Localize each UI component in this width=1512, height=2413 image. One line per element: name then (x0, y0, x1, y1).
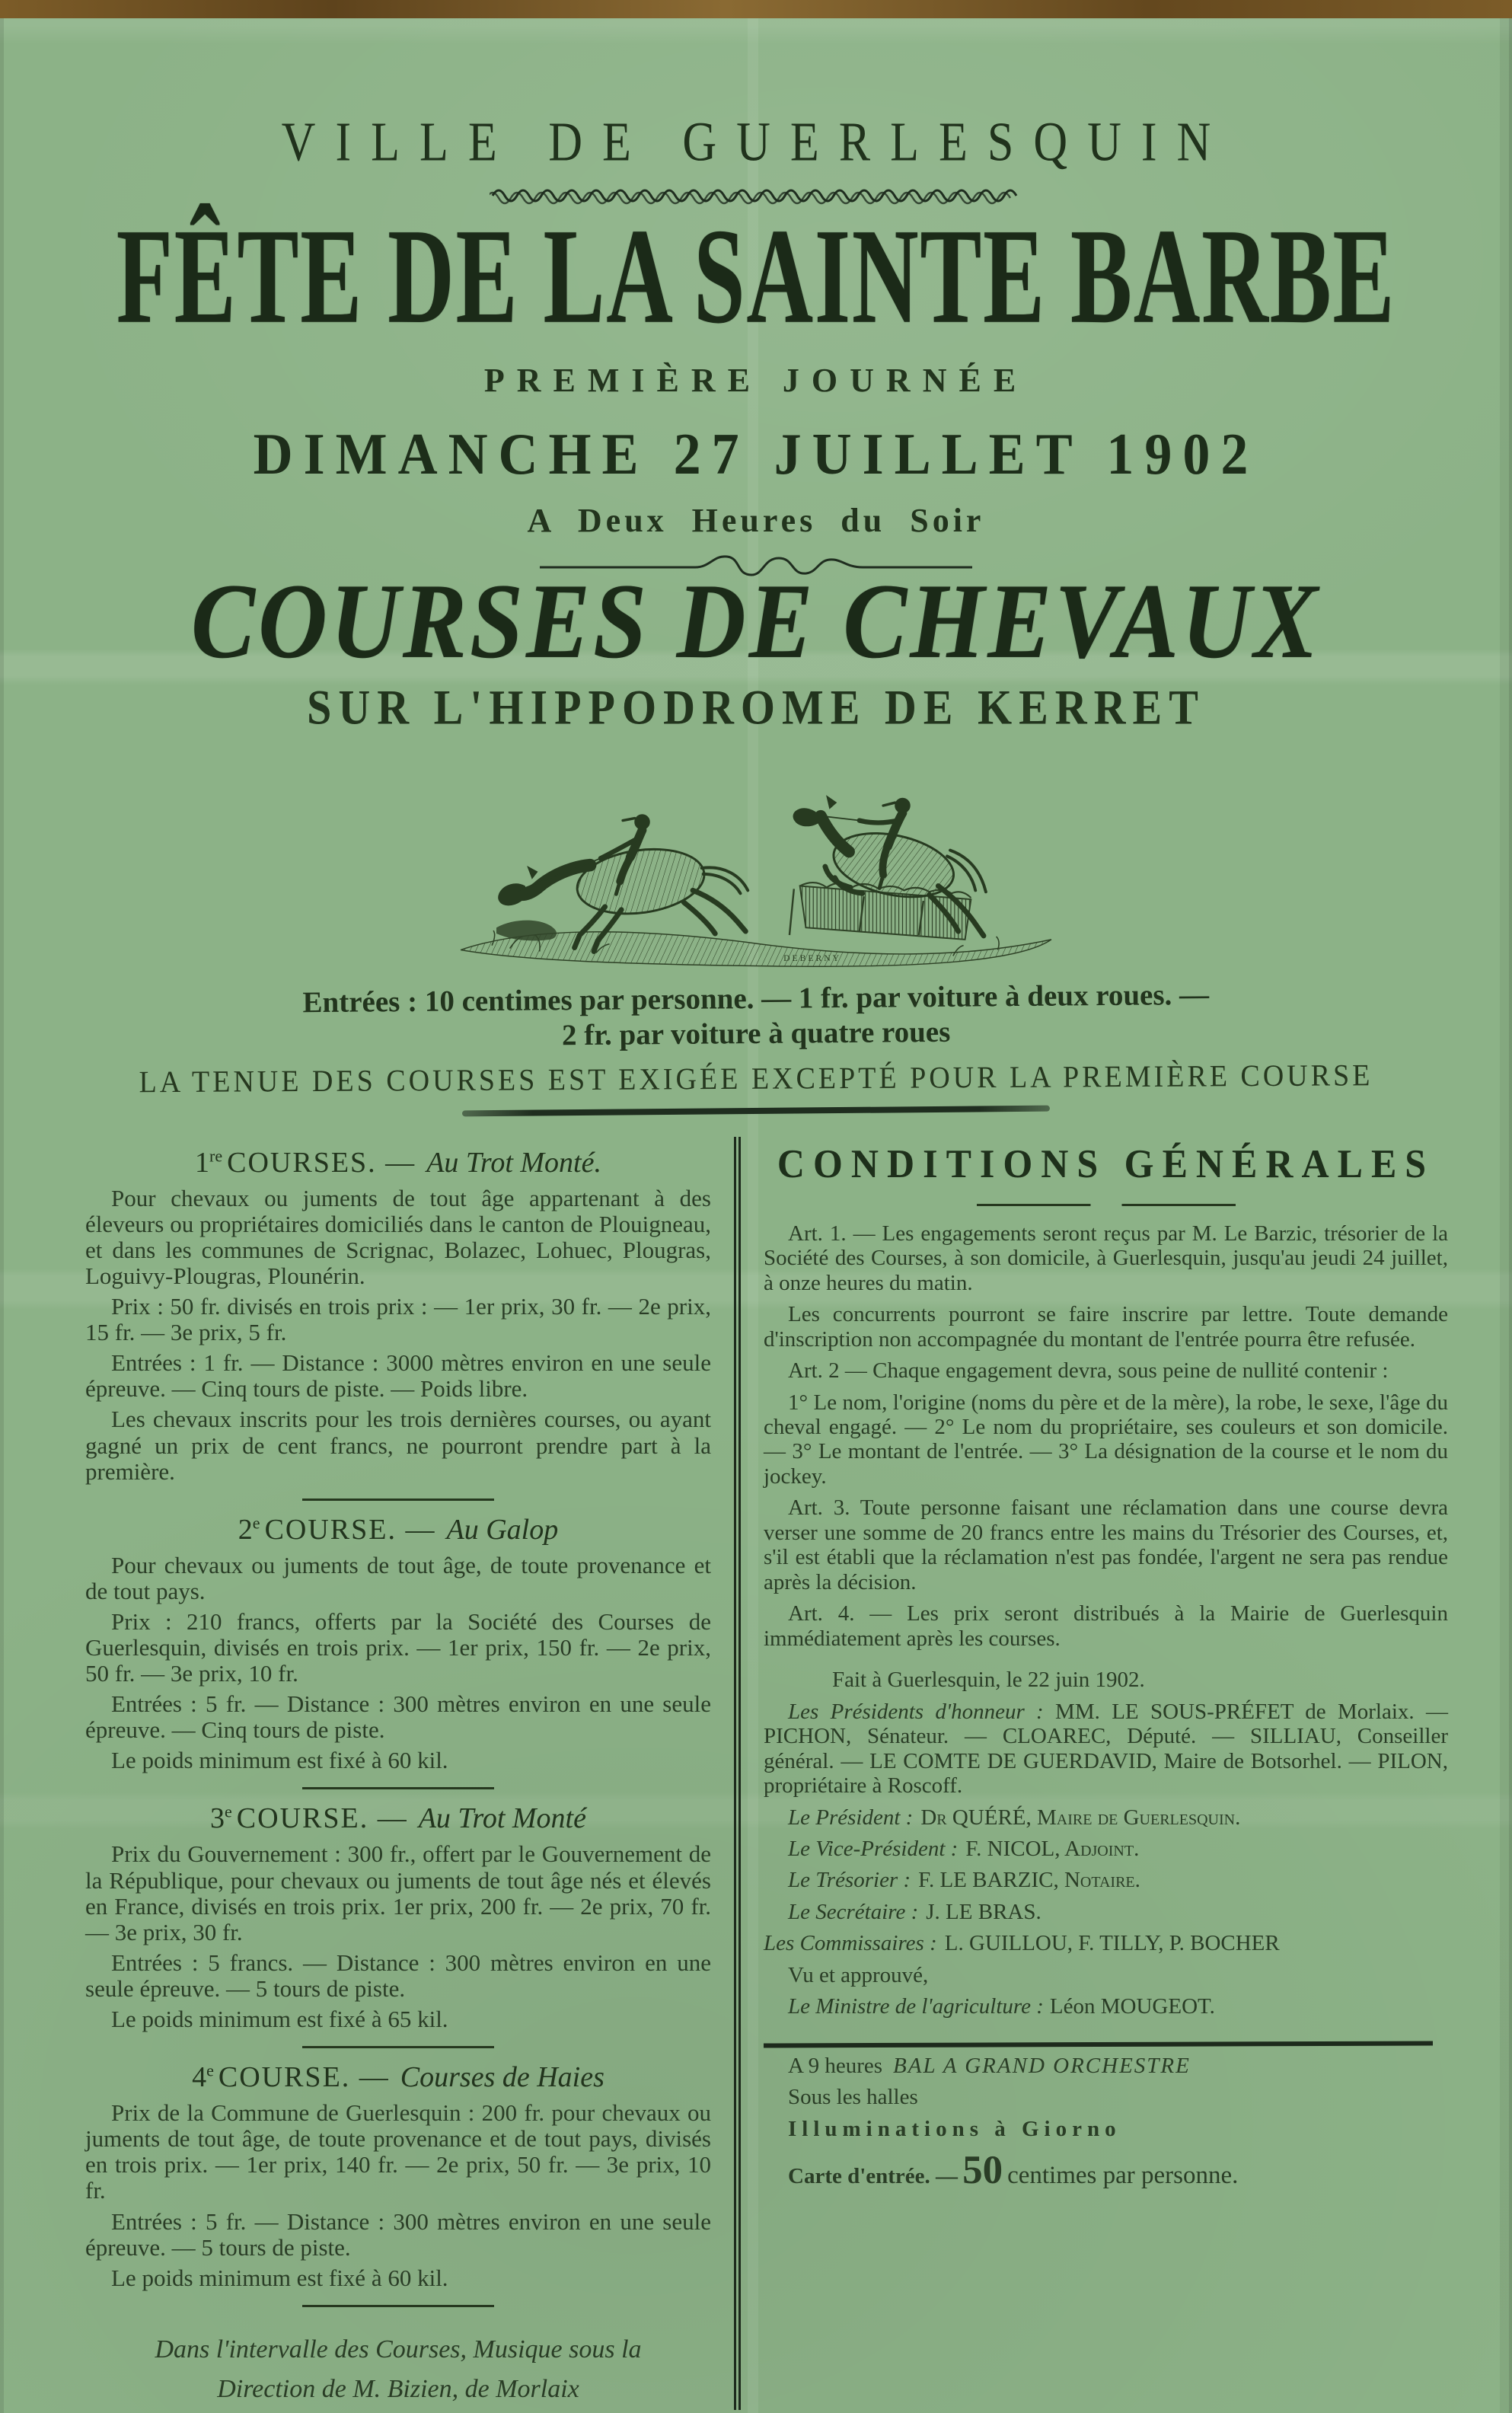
course-number-suffix: e (206, 2060, 214, 2080)
course-paragraph: Prix du Gouvernement : 300 fr., offert par le Gouvernement de la République, pour chevaux ou juments de tout âge nés et élevés en France, divisés en trois prix. 1er prix, 200 fr. — 2e prix, 70 fr. — 3e prix, 30 fr. (85, 1840, 711, 1945)
course-number-suffix: e (225, 1802, 232, 1821)
course-number: 3 (210, 1802, 225, 1835)
course-number: 1 (195, 1146, 210, 1179)
course-type: Au Galop (446, 1513, 559, 1546)
illuminations-announcement: Illuminations à Giorno (788, 2116, 1121, 2141)
illustration-container (0, 740, 1512, 971)
course-type: Courses de Haies (400, 2061, 604, 2094)
footer-horizontal-rule (764, 2041, 1433, 2048)
course-heading (85, 1802, 711, 1835)
official-role-label: Le Trésorier : (788, 1868, 911, 1893)
minister-role-label: Le Ministre de l'agriculture : (788, 1994, 1044, 2019)
course-section-2 (85, 1513, 711, 1774)
condition-article: 1° Le nom, l'origine (noms du père et de la mère), la robe, le sexe, l'âge du cheval engagé. — 2° Le nom du propriétaire, ses couleurs et son domicile. — 3° Le montant de l'entrée. — 3° La désignation de la course et le nom du jockey. (764, 1390, 1448, 1489)
course-heading (85, 1513, 711, 1546)
course-label: COURSES. — (227, 1146, 416, 1179)
course-paragraph: Entrées : 5 fr. — Distance : 300 mètres environ en une seule épreuve. — 5 tours de piste. (85, 2207, 711, 2261)
official-president (764, 1805, 1448, 1830)
course-label: COURSE. — (236, 1802, 408, 1835)
official-role-label: Le Secrétaire : (788, 1899, 919, 1924)
conditions-title-rule (977, 1204, 1236, 1206)
official-name: J. LE BRAS. (926, 1899, 1041, 1924)
city-title: VILLE DE GUERLESQUIN (281, 111, 1231, 174)
official-name: F. LE BARZIC, Notaire. (918, 1868, 1140, 1893)
official-treasurer (764, 1868, 1448, 1892)
time-line: A Deux Heures du Soir (527, 501, 985, 539)
course-paragraph: Pour chevaux ou juments de tout âge, de toute provenance et de tout pays. (85, 1551, 711, 1604)
course-section-1 (85, 1146, 711, 1485)
section-divider (302, 2046, 494, 2048)
course-type: Au Trot Monté (418, 1802, 586, 1835)
condition-article: Art. 1. — Les engagements seront reçus par M. Le Barzic, trésorier de la Société des Courses, à son domicile, à Guerlesquin, jusqu'au jeudi 24 juillet, à onze heures du matin. (764, 1221, 1448, 1295)
minister-name: Léon MOUGEOT. (1049, 1994, 1215, 2019)
course-number-suffix: re (209, 1146, 223, 1166)
ball-location: Sous les halles (788, 2085, 918, 2110)
course-paragraph: Le poids minimum est fixé à 60 kil. (111, 2264, 448, 2291)
minister-line (764, 1994, 1448, 2019)
official-role-label: Le Vice-Président : (788, 1837, 959, 1861)
official-secretary (764, 1900, 1448, 1924)
interval-music-line-2: Direction de M. Bizien, de Morlaix (217, 2375, 579, 2404)
official-commissioners (764, 1931, 1448, 1955)
course-paragraph: Prix de la Commune de Guerlesquin : 200 fr. pour chevaux ou juments de tout âge, de toute provenance et de tout pays, divisés en trois prix. — 1er prix, 140 fr. — 2e prix, 50 fr. — 3e prix, 10 fr. (85, 2099, 711, 2204)
ticket-price-value: 50 (962, 2148, 1003, 2193)
course-label: COURSE. — (218, 2061, 390, 2094)
course-section-4 (85, 2060, 711, 2291)
conditions-column (764, 1134, 1474, 2410)
honorary-presidents (764, 1700, 1448, 1799)
entry-fees-line-2: 2 fr. par voiture à quatre roues (561, 1015, 951, 1052)
condition-article: Art. 4. — Les prix seront distribués à la Mairie de Guerlesquin immédiatement après les courses. (764, 1601, 1448, 1651)
course-number-suffix: e (252, 1513, 260, 1533)
interval-music-note (93, 2330, 703, 2410)
ticket-price-unit: centimes par personne. (1007, 2162, 1239, 2190)
condition-article: Art. 3. Toute personne faisant une réclamation dans une course devra verser une somme de 20 francs entre les mains du Trésorier des Courses, et, s'il est établi que la réclamation n'est pas fondée, l'argent ne sera pas rendue après la décision. (764, 1495, 1448, 1594)
entry-fees-line-1: Entrées : 10 centimes par personne. — 1 fr. par voiture à deux roues. — (302, 978, 1210, 1019)
honorary-presidents-names: MM. LE SOUS-PRÉFET de Morlaix. — PICHON, Sénateur. — CLOAREC, Député. — SILLIAU, Conseiller général. — LE COMTE DE GUERDAVID, Maire de Botsorhel. — PILON, propriétaire à Roscoff. (764, 1699, 1448, 1799)
section-divider (302, 1787, 494, 1789)
column-divider-rule (734, 1137, 741, 2410)
poster (0, 18, 1512, 2413)
venue-line: SUR L'HIPPODROME DE KERRET (307, 678, 1205, 735)
courses-column (85, 1134, 711, 2410)
section-divider (302, 1499, 494, 1501)
interval-music-line-1: Dans l'intervalle des Courses, Musique sous la (155, 2335, 642, 2364)
course-number: 2 (238, 1513, 253, 1546)
course-label: COURSE. — (264, 1513, 436, 1546)
official-name: F. NICOL, Adjoint. (965, 1837, 1140, 1861)
course-paragraph: Pour chevaux ou juments de tout âge appartenant à des éleveurs ou propriétaires domiciliés dans le canton de Plouigneau, et dans les communes de Scrignac, Bolazec, Lohuec, Plougras, Loguivy-Plougras, Plounérin. (85, 1184, 711, 1289)
honorary-presidents-label: Les Présidents d'honneur : (788, 1699, 1044, 1724)
course-paragraph: Le poids minimum est fixé à 65 kil. (111, 2006, 448, 2033)
section-divider (302, 2305, 494, 2307)
horse-race-illustration (440, 740, 1072, 967)
official-name: Dr QUÉRÉ, Maire de Guerlesquin. (920, 1805, 1241, 1830)
dress-code-note: LA TENUE DES COURSES EST EXIGÉE EXCEPTÉ POUR LA PREMIÈRE COURSE (139, 1058, 1373, 1100)
conditions-title: CONDITIONS GÉNÉRALES (777, 1141, 1435, 1186)
official-name: L. GUILLOU, F. TILLY, P. BOCHER (944, 1931, 1280, 1956)
official-role-label: Le Président : (788, 1805, 914, 1830)
course-paragraph: Entrées : 5 fr. — Distance : 300 mètres environ en une seule épreuve. — Cinq tours de piste. (85, 1690, 711, 1744)
course-number: 4 (192, 2061, 207, 2094)
official-role-label: Les Commissaires : (764, 1931, 937, 1956)
two-column-layout (85, 1134, 1474, 2410)
official-vice-president (764, 1837, 1448, 1861)
course-paragraph: Prix : 210 francs, offerts par la Société des Courses de Guerlesquin, divisés en trois prix. — 1er prix, 150 fr. — 2e prix, 50 fr. — 3e prix, 10 fr. (85, 1607, 711, 1687)
ball-announcement (764, 2054, 1448, 2078)
ticket-price-line (764, 2148, 1448, 2193)
course-paragraph: Les chevaux inscrits pour les trois dernières courses, ou ayant gagné un prix de cent francs, ne pourront prendre part à la première. (85, 1406, 711, 1485)
engraver-signature: DEBERNY (783, 953, 842, 963)
course-type: Au Trot Monté. (426, 1146, 601, 1179)
entry-fees-note (75, 975, 1438, 1058)
table-background-strip (0, 0, 1512, 18)
course-paragraph: Le poids minimum est fixé à 60 kil. (111, 1747, 448, 1774)
approval-note: Vu et approuvé, (788, 1962, 929, 1987)
condition-article: Les concurrents pourront se faire inscrire par lettre. Toute demande d'inscription non accompagnée du montant de l'entrée pourra être refusée. (764, 1302, 1448, 1352)
main-title: FÊTE DE LA SAINTE BARBE (116, 199, 1396, 352)
event-title: COURSES DE CHEVAUX (190, 562, 1322, 681)
course-paragraph: Prix : 50 fr. divisés en trois prix : — 1er prix, 30 fr. — 2e prix, 15 fr. — 3e prix, 5 fr. (85, 1293, 711, 1346)
date-line: DIMANCHE 27 JUILLET 1902 (253, 420, 1259, 487)
course-heading (85, 1146, 711, 1179)
ball-time: A 9 heures (788, 2053, 883, 2078)
dateline: Fait à Guerlesquin, le 22 juin 1902. (832, 1668, 1145, 1693)
course-heading (85, 2060, 711, 2094)
course-paragraph: Entrées : 1 fr. — Distance : 3000 mètres environ en une seule épreuve. — Cinq tours de piste. — Poids libre. (85, 1349, 711, 1403)
ball-title: BAL A GRAND ORCHESTRE (893, 2053, 1191, 2078)
ticket-label: Carte d'entrée. — (788, 2164, 959, 2189)
condition-article: Art. 2 — Chaque engagement devra, sous peine de nullité contenir : (788, 1358, 1389, 1384)
subtitle: PREMIÈRE JOURNÉE (483, 361, 1029, 399)
course-section-3 (85, 1802, 711, 2032)
course-paragraph: Entrées : 5 francs. — Distance : 300 mètres environ en une seule épreuve. — 5 tours de piste. (85, 1949, 711, 2002)
main-horizontal-rule (462, 1105, 1050, 1116)
